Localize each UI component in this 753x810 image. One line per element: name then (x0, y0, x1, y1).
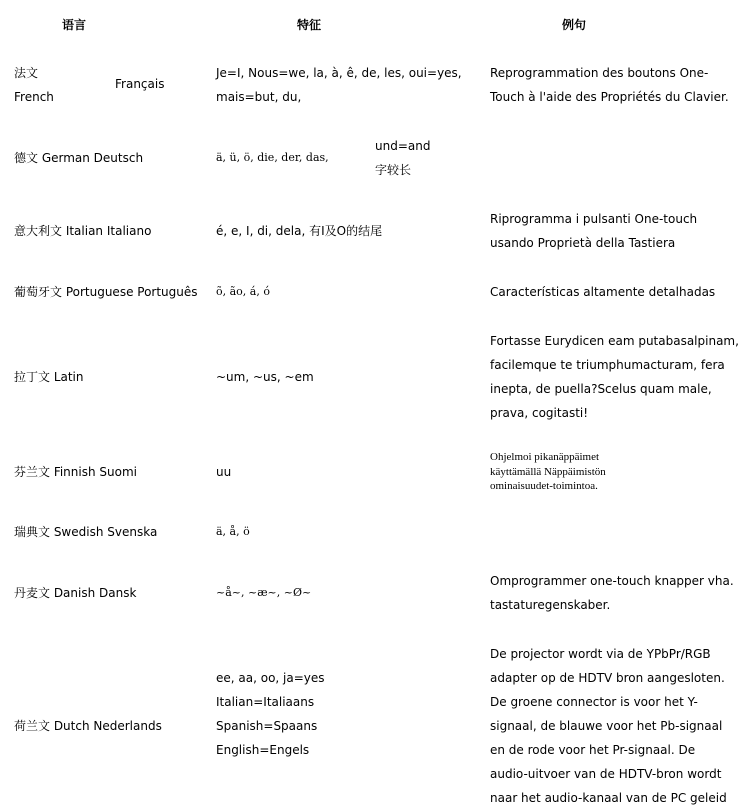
row-portuguese-lang: 葡萄牙文 Portuguese Português (14, 285, 198, 299)
row-latin-example-2: facilemque te triumphumacturam, fera (490, 358, 725, 372)
row-italian-features: é, e, I, di, dela, 有I及O的结尾 (216, 224, 383, 238)
row-italian-lang: 意大利文 Italian Italiano (14, 224, 152, 238)
row-portuguese-example-1: Características altamente detalhadas (490, 285, 716, 299)
row-dutch-features-3: Spanish=Spaans (216, 719, 318, 733)
row-latin-example-4: prava, cogitasti! (490, 406, 589, 420)
row-french-features-2: mais=but, du, (216, 90, 302, 104)
row-danish-example-1: Omprogrammer one-touch knapper vha. (490, 574, 734, 588)
row-finnish-example-3: ominaisuudet-toimintoa. (490, 480, 598, 492)
row-swedish-lang: 瑞典文 Swedish Svenska (14, 525, 158, 539)
row-finnish-example-2: käyttämällä Näppäimistön (490, 466, 606, 478)
row-dutch-example-6: audio-uitvoer van de HDTV-bron wordt (490, 767, 722, 781)
row-latin-features: ~um, ~us, ~em (216, 370, 314, 384)
row-finnish-features: uu (216, 465, 232, 479)
row-italian-example-1: Riprogramma i pulsanti One-touch (490, 212, 698, 226)
row-dutch-example-3: De groene connector is voor het Y- (490, 695, 698, 709)
row-french-lang-en: French (14, 90, 54, 104)
row-finnish-lang: 芬兰文 Finnish Suomi (14, 465, 137, 479)
row-french-lang-zh: 法文 (14, 66, 39, 80)
header-language: 语言 (62, 18, 87, 32)
row-dutch-features-4: English=Engels (216, 743, 310, 757)
row-french-example-1: Reprogrammation des boutons One- (490, 66, 709, 80)
row-german-features: ä, ü, ö, die, der, das, (216, 151, 329, 164)
row-german-aside-1: und=and (375, 139, 431, 153)
header-example: 例句 (562, 18, 587, 32)
row-german-aside-2: 字较长 (375, 163, 412, 177)
row-dutch-example-2: adapter op de HDTV bron aangesloten. (490, 671, 725, 685)
row-latin-example-1: Fortasse Eurydicen eam putabasalpinam, (490, 334, 739, 348)
row-danish-lang: 丹麦文 Danish Dansk (14, 586, 137, 600)
row-dutch-example-5: en de rode voor het Pr-signaal. De (490, 743, 696, 757)
row-latin-example-3: inepta, de puella?Scelus quam male, (490, 382, 712, 396)
row-dutch-example-4: signaal, de blauwe voor het Pb-signaal (490, 719, 723, 733)
row-latin-lang: 拉丁文 Latin (14, 370, 84, 384)
row-swedish-features: ä, å, ö (216, 525, 250, 538)
row-dutch-features-2: Italian=Italiaans (216, 695, 315, 709)
row-dutch-lang: 荷兰文 Dutch Nederlands (14, 719, 162, 733)
header-features: 特征 (297, 18, 322, 32)
row-dutch-example-1: De projector wordt via de YPbPr/RGB (490, 647, 711, 661)
row-french-example-2: Touch à l'aide des Propriétés du Clavier. (490, 90, 729, 104)
row-french-features-1: Je=I, Nous=we, la, à, ê, de, les, oui=yes, (216, 66, 462, 80)
row-german-lang: 德文 German Deutsch (14, 151, 144, 165)
row-dutch-example-7: naar het audio-kanaal van de PC geleid (490, 791, 727, 805)
row-dutch-features-1: ee, aa, oo, ja=yes (216, 671, 325, 685)
row-finnish-example-1: Ohjelmoi pikanäppäimet (490, 451, 600, 463)
row-danish-features: ~å~, ~æ~, ~Ø~ (216, 586, 312, 599)
row-danish-example-2: tastaturegenskaber. (490, 598, 611, 612)
row-italian-example-2: usando Proprietà della Tastiera (490, 236, 676, 250)
row-french-native: Français (115, 77, 165, 91)
row-portuguese-features: õ, ão, á, ó (216, 285, 270, 298)
